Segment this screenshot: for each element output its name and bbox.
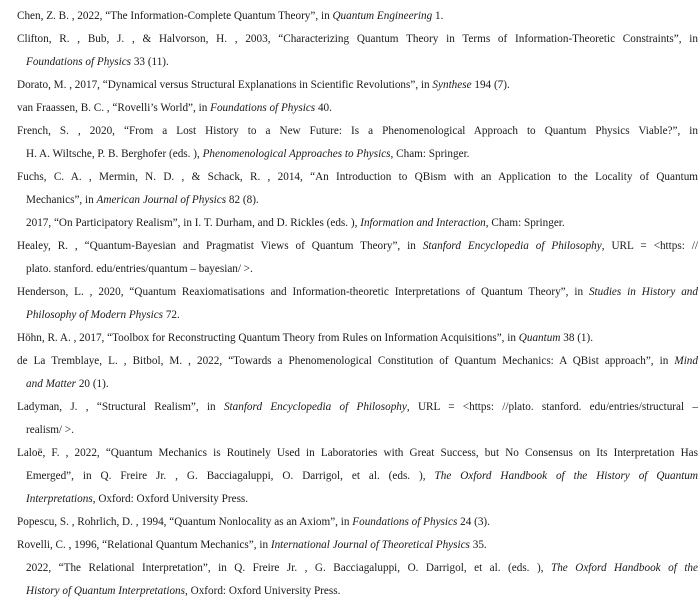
reference-title-italic: and Matter — [26, 378, 77, 390]
reference-continuation-line — [0, 51, 700, 74]
reference-text: French, S. , 2020, “From a Lost History to a New Future: Is a Phenomenological Approach to Quantum Physics Viable?”, in — [17, 125, 698, 137]
reference-entry — [0, 396, 700, 442]
reference-text: de La Tremblaye, L. , Bitbol, M. , 2022, “Towards a Phenomenological Constitution of Quantum Mechanics: A QBist approach”, in — [17, 355, 675, 367]
reference-text: 38 (1). — [560, 332, 594, 344]
reference-entry — [0, 74, 700, 97]
reference-entry — [0, 5, 700, 28]
reference-first-line — [0, 74, 700, 97]
reference-text: Emerged”, in Q. Freire Jr. , G. Bacciagaluppi, O. Darrigol, et al. (eds. ), — [26, 470, 435, 482]
reference-title-italic: Information and Interaction — [360, 217, 486, 229]
reference-entry — [0, 166, 700, 212]
reference-text: Chen, Z. B. , 2022, “The Information-Complete Quantum Theory”, in — [17, 10, 333, 22]
reference-first-line — [0, 235, 700, 258]
reference-text: H. A. Wiltsche, P. B. Berghofer (eds. ), — [26, 148, 203, 160]
reference-entry — [0, 28, 700, 74]
reference-first-line — [0, 534, 700, 557]
reference-title-italic: Interpretations — [26, 493, 93, 505]
reference-first-line — [0, 511, 700, 534]
reference-entry — [0, 97, 700, 120]
reference-title-italic: History of Quantum Interpretations — [26, 585, 186, 597]
reference-title-italic: Quantum — [518, 332, 561, 344]
reference-title-italic: The Oxford Handbook of the — [550, 562, 698, 574]
reference-title-italic: American Journal of Physics — [96, 194, 227, 206]
reference-text: 35. — [469, 539, 487, 551]
reference-text: 2022, “The Relational Interpretation”, in Q. Freire Jr. , G. Bacciagaluppi, O. Darrigol, et al. (eds. ), — [26, 562, 551, 574]
reference-entry — [0, 235, 700, 281]
reference-title-italic: Foundations of Physics — [352, 516, 458, 528]
reference-entry — [0, 534, 700, 557]
reference-entry — [0, 350, 700, 396]
reference-text: Healey, R. , “Quantum-Bayesian and Pragmatist Views of Quantum Theory”, in — [17, 240, 423, 252]
reference-first-line — [0, 120, 700, 143]
reference-text: Fuchs, C. A. , Mermin, N. D. , & Schack, R. , 2014, “An Introduction to QBism with an Application to the Locality of Quantum — [17, 171, 698, 183]
reference-text: 82 (8). — [226, 194, 259, 206]
reference-entry — [0, 212, 700, 235]
reference-title-italic: Philosophy of Modern Physics — [26, 309, 164, 321]
reference-text: , Cham: Springer. — [390, 148, 470, 160]
reference-first-line — [0, 212, 700, 235]
reference-text: 24 (3). — [457, 516, 490, 528]
reference-entry — [0, 120, 700, 166]
reference-text: Mechanics”, in — [26, 194, 97, 206]
reference-title-italic: Foundations of Physics — [210, 102, 316, 114]
reference-text: 1. — [432, 10, 444, 22]
reference-entry — [0, 442, 700, 511]
reference-first-line — [0, 28, 700, 51]
reference-text: Rovelli, C. , 1996, “Relational Quantum Mechanics”, in — [17, 539, 271, 551]
reference-text: plato. stanford. edu/entries/quantum – bayesian/ >. — [26, 263, 253, 275]
reference-text: Laloë, F. , 2022, “Quantum Mechanics is Routinely Used in Laboratories with Great Success, but No Consensus on Its Interpretation Has — [17, 447, 698, 459]
reference-text: Ladyman, J. , “Structural Realism”, in — [17, 401, 224, 413]
reference-title-italic: Foundations of Physics — [26, 56, 132, 68]
reference-text: 33 (11). — [131, 56, 169, 68]
reference-first-line — [0, 557, 700, 580]
reference-text: Henderson, L. , 2020, “Quantum Reaxiomatisations and Information-theoretic Interpretations of Quantum Theory”, in — [17, 286, 589, 298]
reference-text: 72. — [163, 309, 180, 321]
reference-first-line — [0, 97, 700, 120]
reference-continuation-line — [0, 189, 700, 212]
reference-title-italic: The Oxford Handbook of the History of Quantum — [434, 470, 698, 482]
reference-continuation-line — [0, 488, 700, 511]
reference-text: 20 (1). — [76, 378, 109, 390]
reference-text: , Oxford: Oxford University Press. — [185, 585, 341, 597]
reference-text: , URL = <https: // — [601, 240, 698, 252]
reference-text: Dorato, M. , 2017, “Dynamical versus Structural Explanations in Scientific Revolutions”, in — [17, 79, 433, 91]
reference-first-line — [0, 5, 700, 28]
reference-continuation-line — [0, 304, 700, 327]
reference-continuation-line — [0, 258, 700, 281]
reference-continuation-line — [0, 465, 700, 488]
reference-text: Clifton, R. , Bub, J. , & Halvorson, H. , 2003, “Characterizing Quantum Theory in Terms of Information-Theoretic Constraints”, in — [17, 33, 698, 45]
reference-title-italic: Stanford Encyclopedia of Philosophy — [422, 240, 602, 252]
reference-entry — [0, 327, 700, 350]
reference-text: realism/ >. — [26, 424, 74, 436]
reference-text: , URL = <https: //plato. stanford. edu/entries/structural – — [406, 401, 698, 413]
reference-entry — [0, 557, 700, 603]
reference-first-line — [0, 166, 700, 189]
reference-text: 194 (7). — [471, 79, 510, 91]
reference-text: , Cham: Springer. — [485, 217, 565, 229]
reference-title-italic: Synthese — [432, 79, 472, 91]
reference-text: , Oxford: Oxford University Press. — [92, 493, 249, 505]
reference-entry — [0, 511, 700, 534]
reference-continuation-line — [0, 143, 700, 166]
reference-text: van Fraassen, B. C. , “Rovelli’s World”, in — [17, 102, 211, 114]
reference-first-line — [0, 350, 700, 373]
reference-title-italic: Stanford Encyclopedia of Philosophy — [223, 401, 407, 413]
reference-title-italic: International Journal of Theoretical Physics — [270, 539, 470, 551]
reference-continuation-line — [0, 580, 700, 603]
reference-continuation-line — [0, 419, 700, 442]
reference-title-italic: Phenomenological Approaches to Physics — [202, 148, 391, 160]
reference-first-line — [0, 442, 700, 465]
reference-first-line — [0, 396, 700, 419]
reference-continuation-line — [0, 373, 700, 396]
reference-text: 40. — [315, 102, 332, 114]
reference-first-line — [0, 327, 700, 350]
reference-text: 2017, “On Participatory Realism”, in I. T. Durham, and D. Rickles (eds. ), — [26, 217, 361, 229]
reference-title-italic: Quantum Engineering — [332, 10, 433, 22]
reference-text: Höhn, R. A. , 2017, “Toolbox for Reconstructing Quantum Theory from Rules on Information Acquisitions”, in — [17, 332, 519, 344]
reference-first-line — [0, 281, 700, 304]
reference-title-italic: Studies in History and — [588, 286, 698, 298]
reference-text: Popescu, S. , Rohrlich, D. , 1994, “Quantum Nonlocality as an Axiom”, in — [17, 516, 353, 528]
reference-title-italic: Mind — [674, 355, 698, 367]
reference-entry — [0, 281, 700, 327]
